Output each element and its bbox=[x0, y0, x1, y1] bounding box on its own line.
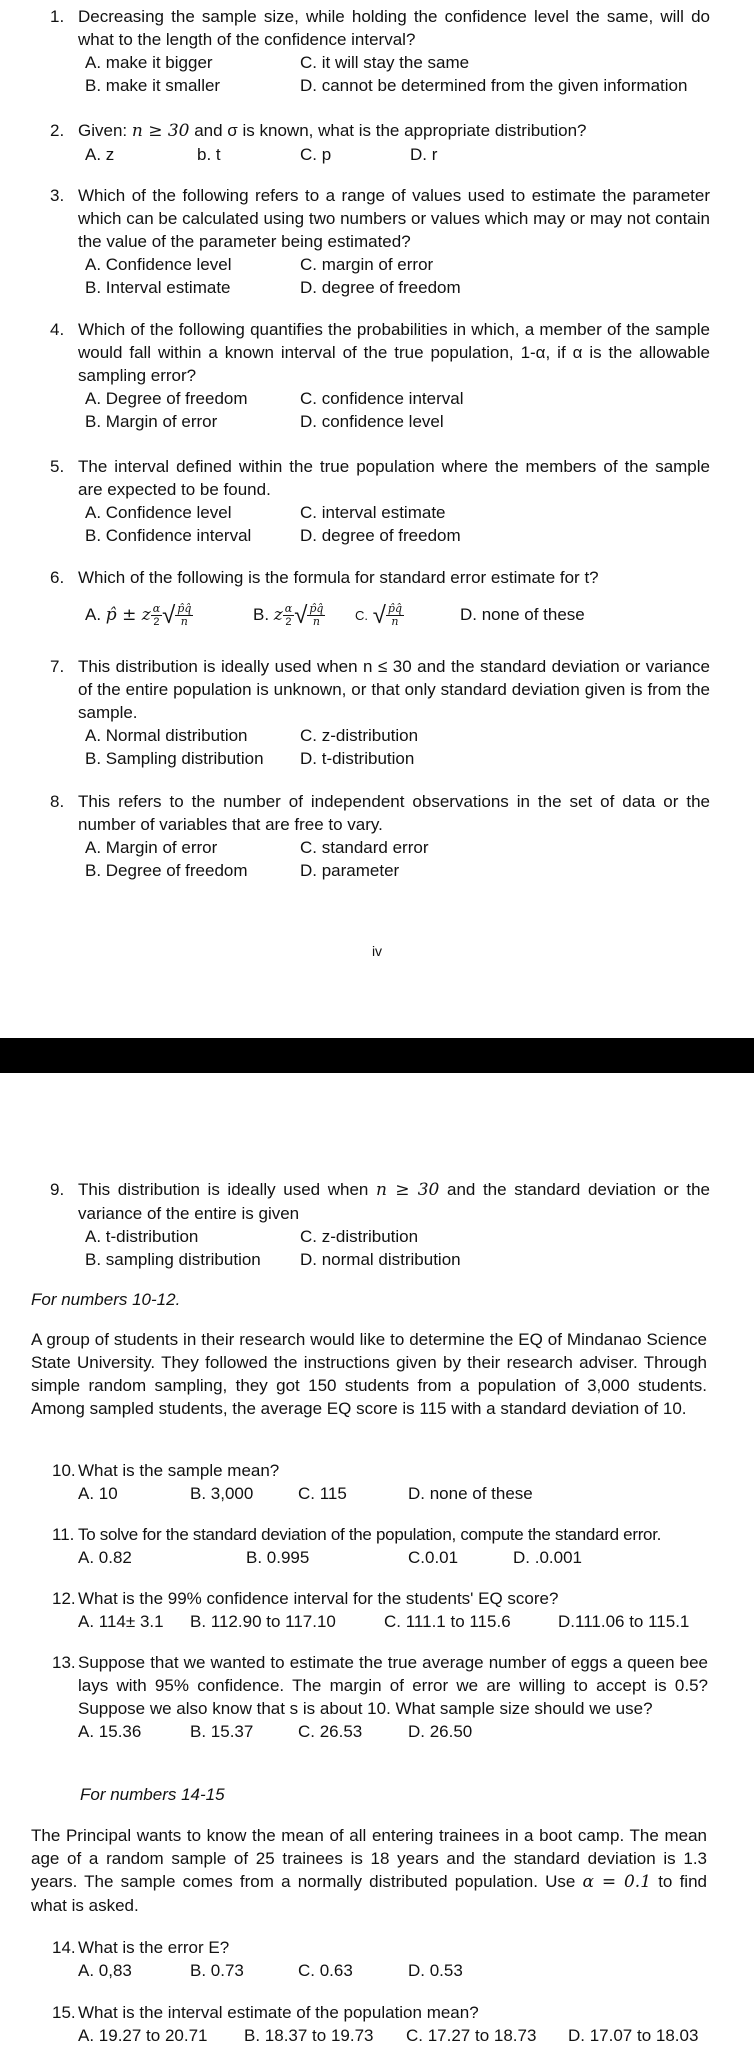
option-a: A. 0.82 bbox=[78, 1548, 132, 1567]
question-number: 13. bbox=[52, 1653, 76, 1672]
option-b: B. Sampling distribution bbox=[85, 749, 264, 768]
alpha-symbol: α bbox=[284, 602, 293, 616]
option-b: B. Margin of error bbox=[85, 412, 218, 431]
question-number: 3. bbox=[50, 186, 65, 205]
pq-over-n bbox=[175, 603, 193, 628]
pq-symbol: p̂q̂ bbox=[309, 602, 324, 616]
option-a: A. make it bigger bbox=[85, 53, 213, 72]
question-3 bbox=[50, 184, 710, 299]
question-1 bbox=[50, 5, 710, 97]
question-10 bbox=[52, 1459, 708, 1505]
alpha-over-2 bbox=[283, 603, 294, 628]
option-b bbox=[253, 603, 325, 628]
question-8 bbox=[50, 790, 710, 882]
option-b: B. Confidence interval bbox=[85, 526, 252, 545]
question-number: 7. bbox=[50, 657, 65, 676]
question-number: 12. bbox=[52, 1589, 76, 1608]
question-text: This refers to the number of independent observations in the set of data or the number of variables that are free to vary. bbox=[78, 792, 710, 834]
page-divider bbox=[0, 1038, 754, 1073]
option-c: C. p bbox=[300, 145, 332, 164]
option-a bbox=[85, 603, 193, 628]
options bbox=[85, 143, 710, 166]
options bbox=[78, 1482, 708, 1505]
option-a: A. 114± 3.1 bbox=[78, 1612, 164, 1631]
option-b: B. 3,000 bbox=[190, 1484, 254, 1503]
formula-expression: z bbox=[273, 605, 283, 625]
option-d: D. cannot be determined from the given information bbox=[300, 76, 688, 95]
options bbox=[78, 2024, 708, 2047]
question-number: 5. bbox=[50, 457, 65, 476]
question-14 bbox=[52, 1936, 708, 1982]
question-text: Which of the following is the formula for standard error estimate for t? bbox=[78, 568, 599, 587]
pq-symbol: p̂q̂ bbox=[177, 602, 192, 616]
question-text bbox=[78, 1178, 710, 1225]
options bbox=[85, 387, 710, 433]
option-d: D.111.06 to 115.1 bbox=[558, 1612, 690, 1631]
question-number: 10. bbox=[52, 1461, 76, 1480]
alpha-over-2 bbox=[151, 603, 162, 628]
question-number: 8. bbox=[50, 792, 65, 811]
n-symbol: n bbox=[391, 615, 399, 629]
formula-options bbox=[85, 597, 710, 633]
text-part: and the standard deviation or the variance of the entire is given bbox=[78, 1180, 710, 1223]
option-b: B. sampling distribution bbox=[85, 1250, 261, 1269]
page-2 bbox=[0, 1073, 754, 2059]
option-d: D. parameter bbox=[300, 861, 400, 880]
text-part: Given: bbox=[78, 121, 132, 140]
options bbox=[85, 253, 710, 299]
option-a: A. z bbox=[85, 145, 115, 164]
options bbox=[85, 1225, 710, 1271]
question-number: 15. bbox=[52, 2003, 76, 2022]
section-note-14-15: For numbers 14-15 bbox=[80, 1785, 225, 1804]
question-13 bbox=[52, 1651, 708, 1743]
option-c: C.0.01 bbox=[408, 1548, 459, 1567]
options bbox=[85, 501, 710, 547]
option-c: C. z-distribution bbox=[300, 726, 419, 745]
question-text: What is the error E? bbox=[78, 1938, 230, 1957]
question-number: 11. bbox=[52, 1525, 75, 1544]
sqrt-icon: √ bbox=[294, 601, 308, 629]
math-expression: n ≥ 30 bbox=[131, 121, 190, 141]
question-11 bbox=[52, 1523, 708, 1569]
question-text: What is the interval estimate of the population mean? bbox=[78, 2003, 479, 2022]
question-number: 6. bbox=[50, 568, 65, 587]
question-12 bbox=[52, 1587, 708, 1633]
section-note-10-12: For numbers 10-12. bbox=[31, 1290, 181, 1309]
options bbox=[85, 724, 710, 770]
question-number: 1. bbox=[50, 7, 65, 26]
text-part: The Principal wants to know the mean of all entering trainees in a boot camp. The mean age of a random sample of 25 trainees is 18 years and the standard deviation is 1.3 years. The sample comes from a normally distributed population. Use bbox=[31, 1826, 707, 1891]
option-c: C. 115 bbox=[298, 1484, 347, 1503]
question-number: 14. bbox=[52, 1938, 76, 1957]
option-c: C. 111.1 to 115.6 bbox=[384, 1612, 511, 1631]
option-a: A. Margin of error bbox=[85, 838, 218, 857]
question-text bbox=[78, 119, 710, 143]
option-a: A. 19.27 to 20.71 bbox=[78, 2026, 208, 2045]
pq-over-n bbox=[307, 603, 325, 628]
option-a: A. Normal distribution bbox=[85, 726, 248, 745]
sqrt-icon: √ bbox=[372, 601, 386, 629]
option-d: D. 26.50 bbox=[408, 1722, 473, 1741]
option-b: B. Degree of freedom bbox=[85, 861, 248, 880]
question-text: Decreasing the sample size, while holding the confidence level the same, will do what to the length of the confidence interval? bbox=[78, 7, 710, 49]
option-b: B. 15.37 bbox=[190, 1722, 254, 1741]
formula-expression: p̂ ± z bbox=[105, 605, 151, 625]
two-symbol: 2 bbox=[153, 616, 160, 629]
question-text: Suppose that we wanted to estimate the true average number of eggs a queen bee lays with 95% confidence. The margin of error we are willing to accept is 0.5? Suppose we also know that s is about 10. What sample size should we use? bbox=[78, 1653, 708, 1718]
question-text: This distribution is ideally used when n ≤ 30 and the standard deviation or variance of the entire population is unknown, or that only standard deviation given is from the sample. bbox=[78, 657, 710, 722]
question-9 bbox=[50, 1178, 710, 1271]
n-symbol: n bbox=[312, 615, 320, 629]
option-d: D. none of these bbox=[408, 1484, 533, 1503]
option-letter: C. bbox=[355, 608, 368, 623]
option-d: D. 17.07 to 18.03 bbox=[568, 2026, 699, 2045]
option-a: A. 0,83 bbox=[78, 1961, 132, 1980]
question-4 bbox=[50, 318, 710, 433]
question-2 bbox=[50, 119, 710, 166]
option-d: D. .0.001 bbox=[513, 1548, 582, 1567]
question-number: 9. bbox=[50, 1180, 65, 1199]
question-text: To solve for the standard deviation of the population, compute the standard error. bbox=[78, 1525, 662, 1544]
option-c: C. 0.63 bbox=[298, 1961, 353, 1980]
option-c: C. confidence interval bbox=[300, 389, 464, 408]
page-number: iv bbox=[371, 943, 383, 959]
two-symbol: 2 bbox=[285, 616, 292, 629]
options bbox=[85, 836, 710, 882]
option-a: A. 10 bbox=[78, 1484, 118, 1503]
question-15 bbox=[52, 2001, 708, 2047]
pq-symbol: p̂q̂ bbox=[387, 602, 402, 616]
option-letter: A. bbox=[85, 605, 102, 624]
options bbox=[78, 1720, 708, 1743]
question-number: 2. bbox=[50, 121, 65, 140]
question-text: What is the sample mean? bbox=[78, 1461, 280, 1480]
option-b: B. 18.37 to 19.73 bbox=[244, 2026, 374, 2045]
question-text: Which of the following quantifies the probabilities in which, a member of the sample would fall within a known interval of the true population, 1-α, if α is the allowable sampling error? bbox=[78, 320, 710, 385]
option-d: D. confidence level bbox=[300, 412, 444, 431]
option-b: B. 112.90 to 117.10 bbox=[190, 1612, 336, 1631]
option-a: A. Confidence level bbox=[85, 503, 232, 522]
math-expression: α = 0.1 bbox=[582, 1872, 652, 1892]
option-a: A. 15.36 bbox=[78, 1722, 142, 1741]
text-part: to find what is asked. bbox=[31, 1872, 707, 1915]
alpha-symbol: α bbox=[152, 602, 161, 616]
option-a: A. t-distribution bbox=[85, 1227, 199, 1246]
question-7 bbox=[50, 655, 710, 770]
option-d: D. t-distribution bbox=[300, 749, 415, 768]
options bbox=[78, 1959, 708, 1982]
problem-paragraph-1: A group of students in their research would like to determine the EQ of Mindanao Science State University. They followed the instructions given by their research adviser. Through simple random sampling, they got 150 students from a population of 3,000 students. Among sampled students, the average EQ score is 115 with a standard deviation of 10. bbox=[31, 1330, 707, 1418]
option-b: B. 0.995 bbox=[246, 1548, 310, 1567]
question-text: The interval defined within the true population where the members of the sample are expected to be found. bbox=[78, 457, 710, 499]
question-5 bbox=[50, 455, 710, 547]
text-part: This distribution is ideally used when bbox=[78, 1180, 376, 1199]
option-b: B. 0.73 bbox=[190, 1961, 244, 1980]
option-c: C. interval estimate bbox=[300, 503, 446, 522]
option-d: D. r bbox=[410, 145, 438, 164]
option-c: C. standard error bbox=[300, 838, 429, 857]
option-c bbox=[355, 603, 404, 628]
option-a: A. Degree of freedom bbox=[85, 389, 248, 408]
sqrt-icon: √ bbox=[162, 601, 176, 629]
option-a: A. Confidence level bbox=[85, 255, 232, 274]
question-6 bbox=[50, 566, 710, 633]
math-expression: n ≥ 30 bbox=[375, 1180, 440, 1200]
options bbox=[78, 1546, 708, 1569]
option-b: B. make it smaller bbox=[85, 76, 221, 95]
options bbox=[78, 1610, 708, 1633]
option-c: C. 17.27 to 18.73 bbox=[406, 2026, 537, 2045]
option-c: C. 26.53 bbox=[298, 1722, 363, 1741]
option-b: b. t bbox=[197, 145, 221, 164]
option-b: B. Interval estimate bbox=[85, 278, 231, 297]
pq-over-n bbox=[386, 603, 404, 628]
option-c: C. margin of error bbox=[300, 255, 434, 274]
option-c: C. z-distribution bbox=[300, 1227, 419, 1246]
option-d: D. normal distribution bbox=[300, 1250, 461, 1269]
options bbox=[85, 51, 710, 97]
option-d: D. degree of freedom bbox=[300, 278, 461, 297]
question-number: 4. bbox=[50, 320, 65, 339]
problem-paragraph-2 bbox=[31, 1824, 707, 1917]
text-part: and σ is known, what is the appropriate distribution? bbox=[189, 121, 587, 140]
option-c: C. it will stay the same bbox=[300, 53, 470, 72]
option-d: D. 0.53 bbox=[408, 1961, 463, 1980]
option-d: D. none of these bbox=[460, 605, 585, 624]
option-letter: B. bbox=[253, 605, 270, 624]
n-symbol: n bbox=[180, 615, 188, 629]
option-d: D. degree of freedom bbox=[300, 526, 461, 545]
question-text: Which of the following refers to a range of values used to estimate the parameter which can be calculated using two numbers or values which may or may not contain the value of the parameter being estimated? bbox=[78, 186, 710, 251]
question-text: What is the 99% confidence interval for the students' EQ score? bbox=[78, 1589, 559, 1608]
